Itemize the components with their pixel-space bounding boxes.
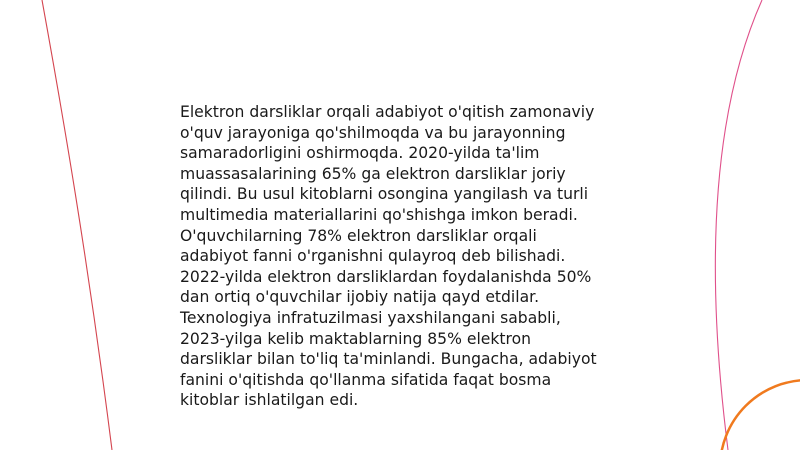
orange-ring-decoration bbox=[720, 380, 800, 450]
left-decorative-arc bbox=[42, 0, 112, 450]
body-paragraph: Elektron darsliklar orqali adabiyot o'qitish zamonaviy o'quv jarayoniga qo'shilmoqda va bu jarayonning samaradorligini oshirmoqda. 2020-yilda ta'lim muassasalarining 65% ga elektron darsliklar joriy qilindi. Bu usul kitoblarni osongina yangilash va turli multimedia materiallarini qo'shishga imkon beradi. O'quvchilarning 78% elektron darsliklar orqali adabiyot fanni o'rganishni qulayroq deb bilishadi. 2022-yilda elektron darsliklardan foydalanishda 50% dan ortiq o'quvchilar ijobiy natija qayd etdilar. Texnologiya infratuzilmasi yaxshilangani sababli, 2023-yilga kelib maktablarning 85% elektron darsliklar bilan to'liq ta'minlandi. Bungacha, adabiyot fanini o'qitishda qo'llanma sifatida faqat bosma kitoblar ishlatilgan edi. bbox=[180, 103, 597, 410]
right-decorative-arc bbox=[715, 0, 762, 450]
